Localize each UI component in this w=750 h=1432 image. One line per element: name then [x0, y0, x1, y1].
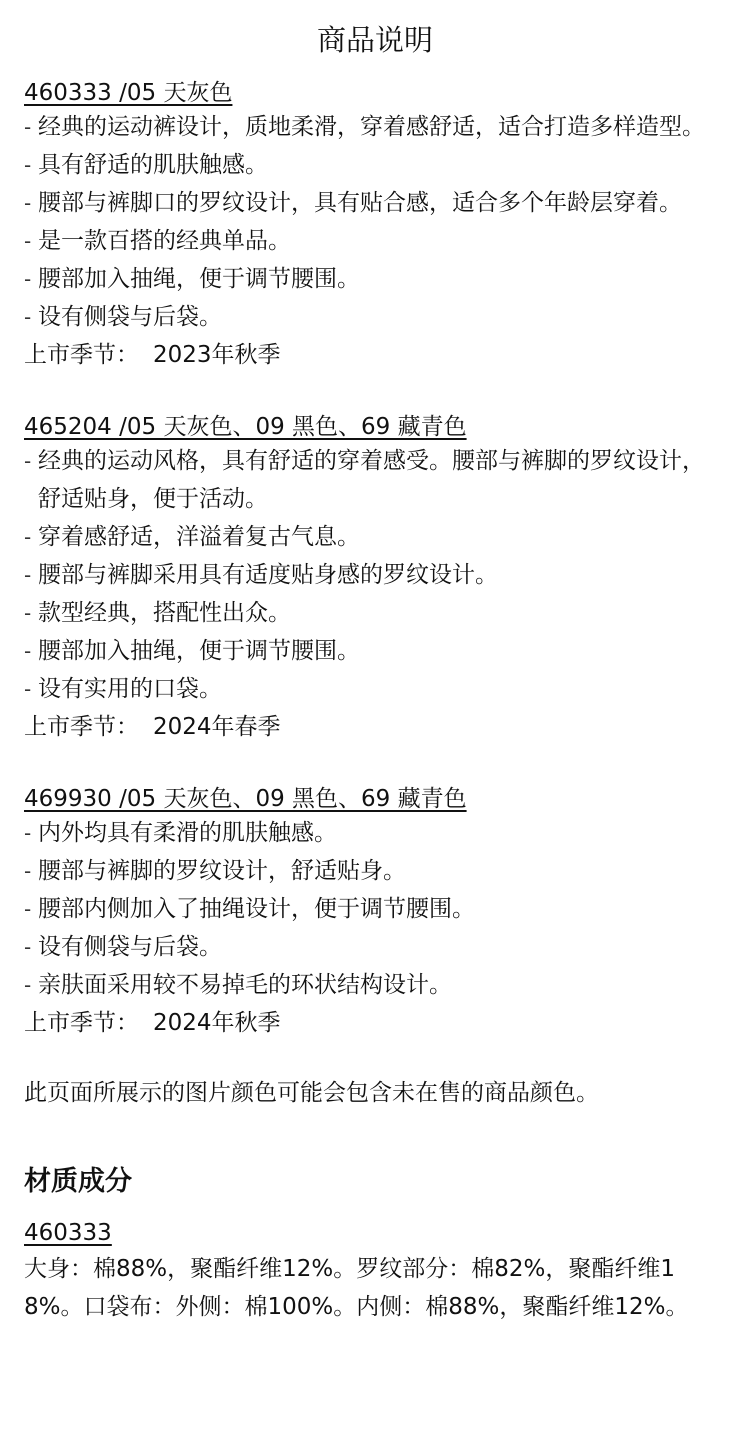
feature-item: - 款型经典，搭配性出众。: [24, 594, 726, 632]
release-season: [24, 336, 726, 374]
season-label: 上市季节：: [24, 342, 139, 368]
release-season: [24, 1004, 726, 1042]
feature-item: - 腰部内侧加入了抽绳设计，便于调节腰围。: [24, 890, 726, 928]
season-value: 2023年秋季: [153, 342, 281, 368]
season-value: 2024年春季: [153, 714, 281, 740]
feature-item: - 经典的运动风格，具有舒适的穿着感受。腰部与裤脚的罗纹设计，舒适贴身，便于活动。: [24, 442, 726, 518]
material-code-link[interactable]: 460333: [24, 1220, 112, 1246]
release-season: [24, 708, 726, 746]
feature-item: - 腰部与裤脚采用具有适度贴身感的罗纹设计。: [24, 556, 726, 594]
feature-item: - 穿着感舒适，洋溢着复古气息。: [24, 518, 726, 556]
feature-list: [24, 108, 726, 336]
product-code-link[interactable]: 460333 /05 天灰色: [24, 80, 233, 106]
feature-item: - 腰部与裤脚口的罗纹设计，具有贴合感，适合多个年龄层穿着。: [24, 184, 726, 222]
feature-item: - 腰部加入抽绳，便于调节腰围。: [24, 260, 726, 298]
material-heading: 材质成分: [24, 1166, 132, 1197]
feature-item: - 亲肤面采用较不易掉毛的环状结构设计。: [24, 966, 726, 1004]
page-title: 商品说明: [316, 23, 433, 57]
color-disclaimer: 此页面所展示的图片颜色可能会包含未在售的商品颜色。: [24, 1080, 599, 1106]
feature-item: - 腰部与裤脚的罗纹设计，舒适贴身。: [24, 852, 726, 890]
season-label: 上市季节：: [24, 714, 139, 740]
season-label: 上市季节：: [24, 1010, 139, 1036]
feature-item: - 设有实用的口袋。: [24, 670, 726, 708]
material-composition: 大身：棉88%，聚酯纤维12%。罗纹部分：棉82%，聚酯纤维18%。口袋布：外侧：棉100%。内侧：棉88%，聚酯纤维12%。: [24, 1256, 689, 1320]
feature-item: - 具有舒适的肌肤触感。: [24, 146, 726, 184]
feature-item: - 设有侧袋与后袋。: [24, 928, 726, 966]
feature-list: [24, 814, 726, 1004]
season-value: 2024年秋季: [153, 1010, 281, 1036]
feature-list: [24, 442, 726, 708]
feature-item: - 腰部加入抽绳，便于调节腰围。: [24, 632, 726, 670]
product-section: [24, 78, 726, 374]
feature-item: - 是一款百搭的经典单品。: [24, 222, 726, 260]
feature-item: - 设有侧袋与后袋。: [24, 298, 726, 336]
feature-item: - 内外均具有柔滑的肌肤触感。: [24, 814, 726, 852]
product-code-link[interactable]: 465204 /05 天灰色、09 黑色、69 藏青色: [24, 414, 467, 440]
product-code-link[interactable]: 469930 /05 天灰色、09 黑色、69 藏青色: [24, 786, 467, 812]
product-section: [24, 412, 726, 746]
product-section: [24, 784, 726, 1042]
feature-item: - 经典的运动裤设计，质地柔滑，穿着感舒适，适合打造多样造型。: [24, 108, 726, 146]
